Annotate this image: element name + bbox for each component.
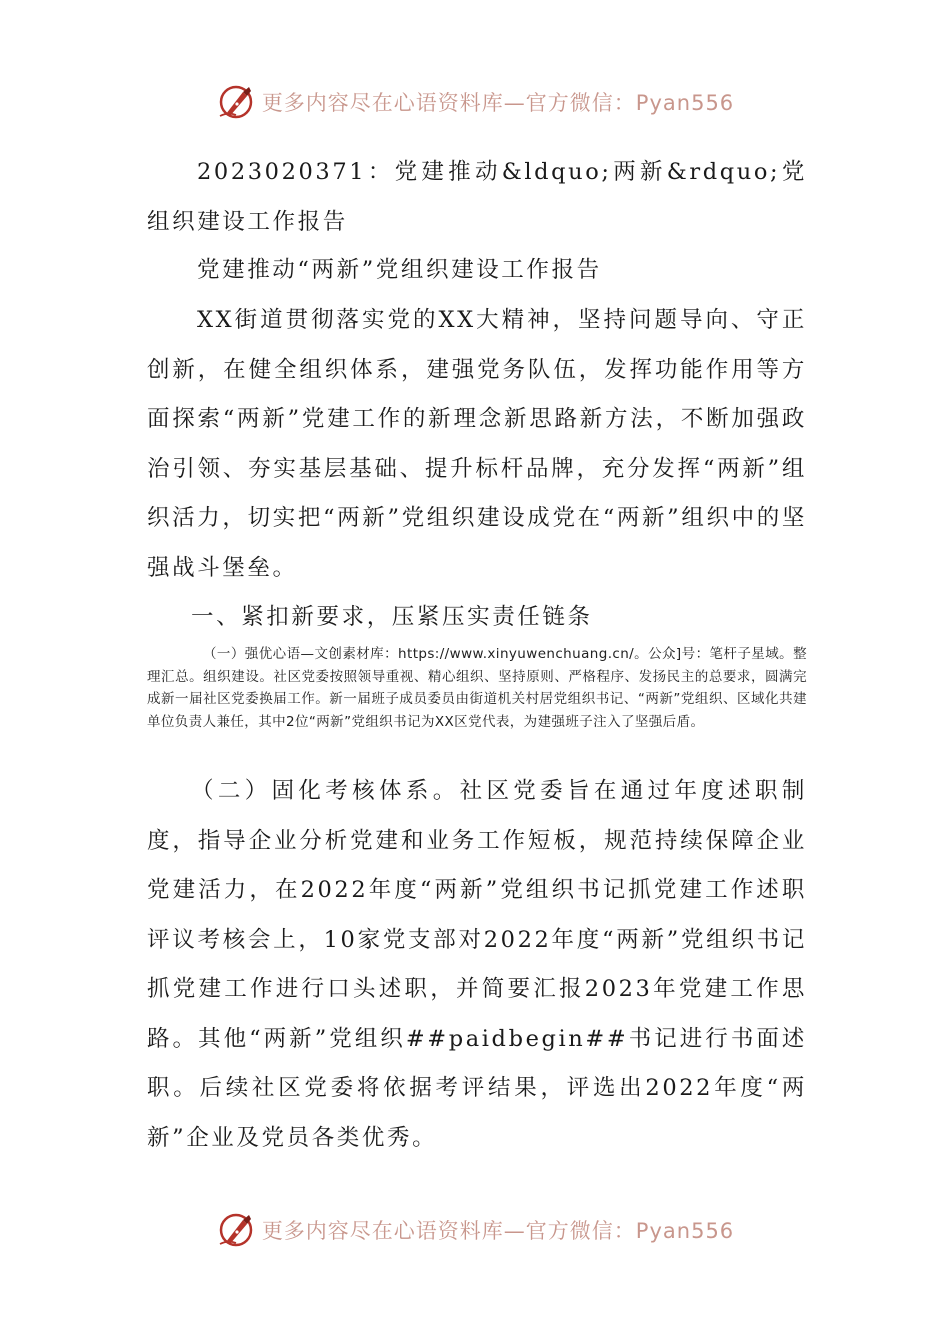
- document-subtitle: 党建推动“两新”党组织建设工作报告: [197, 257, 602, 283]
- small-print-paragraph: （一）强优心语—文创素材库：https://www.xinyuwenchuang.cn/。公众]号：笔杆子星域。整理汇总。组织建设。社区党委按照领导重视、精心组织、坚持原则、严格程序、发扬民主的总要求，圆满完成新一届社区党委换届工作。新一届班子成员委员由街道机关村居党组织书记、“两新”党组织、区域化共建单位负责人兼任，其中2位“两新”党组织书记为XX区党代表，为建强班子注入了坚强后盾。: [147, 646, 807, 730]
- document-title-line: 2023020371：党建推动&ldquo;两新&rdquo;党组织建设工作报告: [147, 159, 807, 235]
- watermark-text: 更多内容尽在心语资料库—官方微信：Pyan556: [261, 91, 735, 115]
- watermark-text: 更多内容尽在心语资料库—官方微信：Pyan556: [261, 1219, 735, 1243]
- intro-paragraph: XX街道贯彻落实党的XX大精神，坚持问题导向、守正创新，在健全组织体系，建强党务队伍，发挥功能作用等方面探索“两新”党建工作的新理念新思路新方法，不断加强政治引领、夯实基层基础、提升标杆品牌，充分发挥“两新”组织活力，切实把“两新”党组织建设成党在“两新”组织中的坚强战斗堡垒。: [147, 307, 807, 581]
- assessment-paragraph: （二）固化考核体系。社区党委旨在通过年度述职制度，指导企业分析党建和业务工作短板，规范持续保障企业党建活力，在2022年度“两新”党组织书记抓党建工作述职评议考核会上，10家党支部对2022年度“两新”党组织书记抓党建工作进行口头述职，并简要汇报2023年党建工作思路。其他“两新”党组织##paidbegin##书记进行书面述职。后续社区党委将依据考评结果，评选出2022年度“两新”企业及党员各类优秀。: [147, 778, 807, 1151]
- header-watermark: [0, 80, 950, 124]
- pen-nib-logo-icon: [216, 1210, 256, 1250]
- pen-nib-logo-icon: [216, 82, 256, 122]
- section-heading: 一、紧扣新要求，压紧压实责任链条: [191, 604, 593, 630]
- footer-watermark: [0, 1208, 950, 1252]
